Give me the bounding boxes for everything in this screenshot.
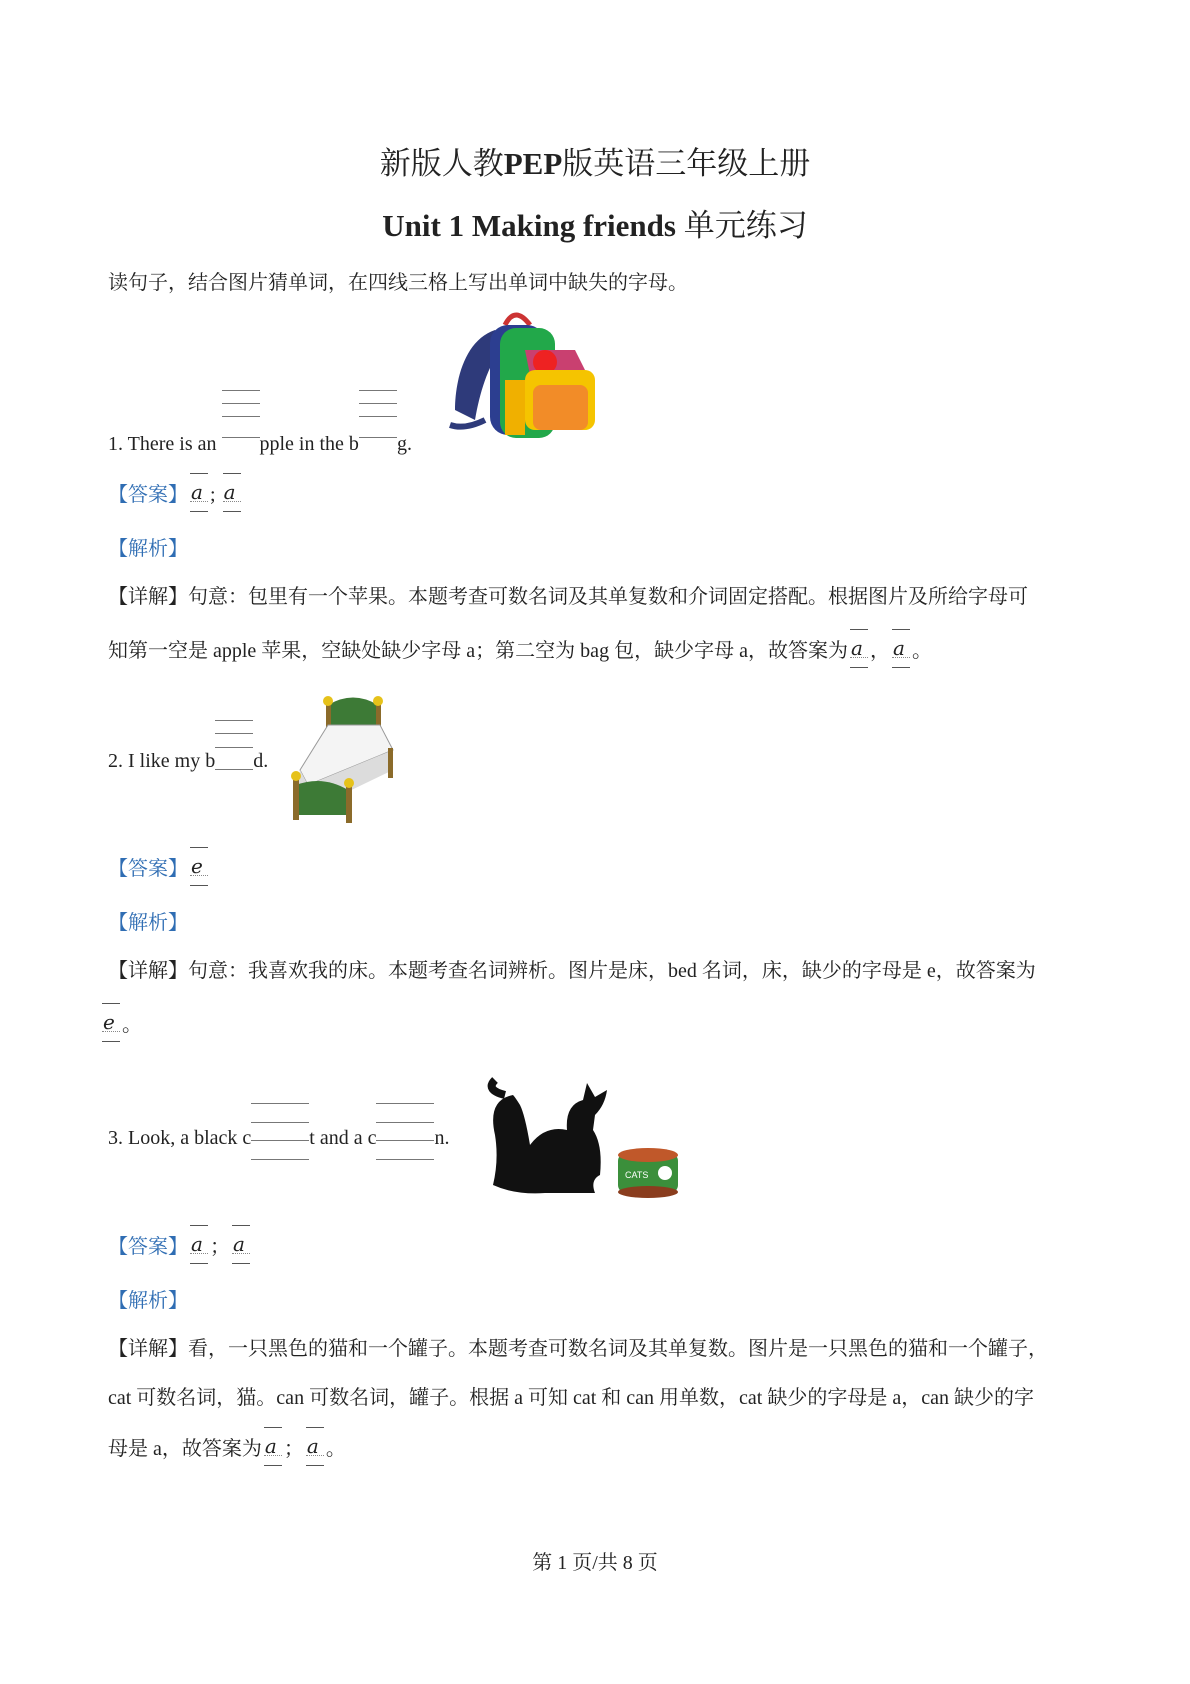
q2-detail-line-2 xyxy=(100,1008,142,1037)
q1-detail-text-2: 知第一空是 apple 苹果，空缺处缺少字母 a；第二空为 bag 包，缺少字母 a，故答案为 xyxy=(108,640,848,662)
detail-label: 【详解】 xyxy=(108,960,188,982)
q3-detail-line-1 xyxy=(108,1332,1048,1361)
q1-answer-letter-1: a xyxy=(191,480,203,504)
bed-image xyxy=(288,690,408,825)
q2-detail-line-1 xyxy=(108,954,1036,983)
page-title xyxy=(0,138,1190,183)
can-icon xyxy=(618,1148,678,1198)
q3-detail-line-3 xyxy=(108,1432,346,1461)
q1-text-3: g. xyxy=(396,433,412,455)
q1-blank-1 xyxy=(222,430,260,450)
title-cn-suffix: 版英语三年级上册 xyxy=(562,146,811,181)
q3-blank-1 xyxy=(251,1124,309,1144)
q2-text-1: 2. I like my b xyxy=(108,750,216,772)
q3-detail-box-1 xyxy=(262,1436,284,1458)
title-cn-prefix: 新版人教 xyxy=(379,146,504,181)
q1-detail-end: 。 xyxy=(911,640,932,662)
q3-detail-box-2 xyxy=(304,1436,326,1458)
question-3 xyxy=(108,1124,449,1150)
q3-blank-2 xyxy=(376,1124,434,1144)
q2-detail-text-1: 句意：我喜欢我的床。本题考查名词辨析。图片是床，bed 名词，床，缺少的字母是 e，故答案为 xyxy=(188,960,1036,982)
q1-detail-letter-1: a xyxy=(850,636,863,660)
instruction: 读句子，结合图片猜单词，在四线三格上写出单词中缺失的字母。 xyxy=(108,272,688,294)
q1-detail-sep: ， xyxy=(869,640,890,662)
q3-detail-sep: ； xyxy=(283,1438,304,1460)
q1-answer-box-2 xyxy=(221,482,243,504)
q1-answer-letter-2: a xyxy=(223,480,236,504)
q3-sep: ； xyxy=(210,1236,230,1258)
title-bold: PEP xyxy=(503,146,563,181)
q1-text-2: pple in the b xyxy=(259,433,359,455)
q1-answer-box-1 xyxy=(188,482,210,504)
unit-title xyxy=(0,200,1190,245)
q2-detail-letter: e xyxy=(103,1010,115,1034)
unit-title-cn: 单元练习 xyxy=(675,208,808,243)
q3-detail-line-2: cat 可数名词，猫。can 可数名词，罐子。根据 a 可知 cat 和 can 用单数，cat 缺少的字母是 a，can 缺少的字 xyxy=(108,1387,1034,1409)
q1-answer xyxy=(108,478,243,507)
unit-title-bold: Unit 1 Making friends xyxy=(382,208,676,243)
q3-answer xyxy=(108,1230,252,1259)
backpack-image xyxy=(445,310,615,450)
q3-detail-text-1: 看，一只黑色的猫和一个罐子。本题考查可数名词及其单复数。图片是一只黑色的猫和一个罐子， xyxy=(188,1338,1048,1360)
q3-answer-box-1 xyxy=(188,1234,210,1256)
question-1 xyxy=(108,430,412,456)
q3-detail-letter-1: a xyxy=(264,1434,277,1458)
q3-answer-letter-1: a xyxy=(191,1232,203,1256)
q2-answer xyxy=(108,852,210,881)
page-footer: 第 1 页/共 8 页 xyxy=(532,1552,658,1574)
q3-text-3: n. xyxy=(434,1127,450,1149)
q1-detail-line-2 xyxy=(108,634,932,663)
q3-text-1: 3. Look, a black c xyxy=(108,1127,252,1149)
q3-detail-letter-2: a xyxy=(306,1434,319,1458)
q1-detail-text-1: 句意：包里有一个苹果。本题考查可数名词及其单复数和介词固定搭配。根据图片及所给字母可 xyxy=(188,586,1028,608)
detail-label: 【详解】 xyxy=(108,586,188,608)
q2-detail-box xyxy=(100,1012,122,1034)
q2-text-2: d. xyxy=(253,750,269,772)
answer-label: 【答案】 xyxy=(108,1236,188,1258)
q1-blank-2 xyxy=(359,430,397,450)
q3-detail-end: 。 xyxy=(325,1438,346,1460)
q3-detail-text-3: 母是 a，故答案为 xyxy=(108,1438,262,1460)
q2-answer-letter: e xyxy=(191,854,203,878)
q1-detail-box-1 xyxy=(848,638,870,660)
q2-blank-1 xyxy=(215,747,253,767)
cat-and-can-image xyxy=(485,1075,685,1200)
answer-label: 【答案】 xyxy=(108,484,188,506)
q1-sep: ; xyxy=(210,484,216,506)
q2-detail-end: 。 xyxy=(122,1014,142,1036)
answer-label: 【答案】 xyxy=(108,858,188,880)
q2-analysis-label: 【解析】 xyxy=(108,912,188,934)
q1-text-1: 1. There is an xyxy=(108,433,222,455)
q3-text-2: t and a c xyxy=(309,1127,377,1149)
q1-analysis-label: 【解析】 xyxy=(108,538,188,560)
q2-answer-box xyxy=(188,856,210,878)
q3-answer-letter-2: a xyxy=(233,1232,245,1256)
detail-label: 【详解】 xyxy=(108,1338,188,1360)
q3-analysis-label: 【解析】 xyxy=(108,1290,188,1312)
q1-detail-box-2 xyxy=(890,638,912,660)
q1-detail-letter-2: a xyxy=(892,636,905,660)
q3-answer-box-2 xyxy=(230,1234,252,1256)
question-2 xyxy=(108,747,268,773)
can-label: CATS xyxy=(625,1170,649,1180)
q1-detail-line-1 xyxy=(108,580,1028,609)
